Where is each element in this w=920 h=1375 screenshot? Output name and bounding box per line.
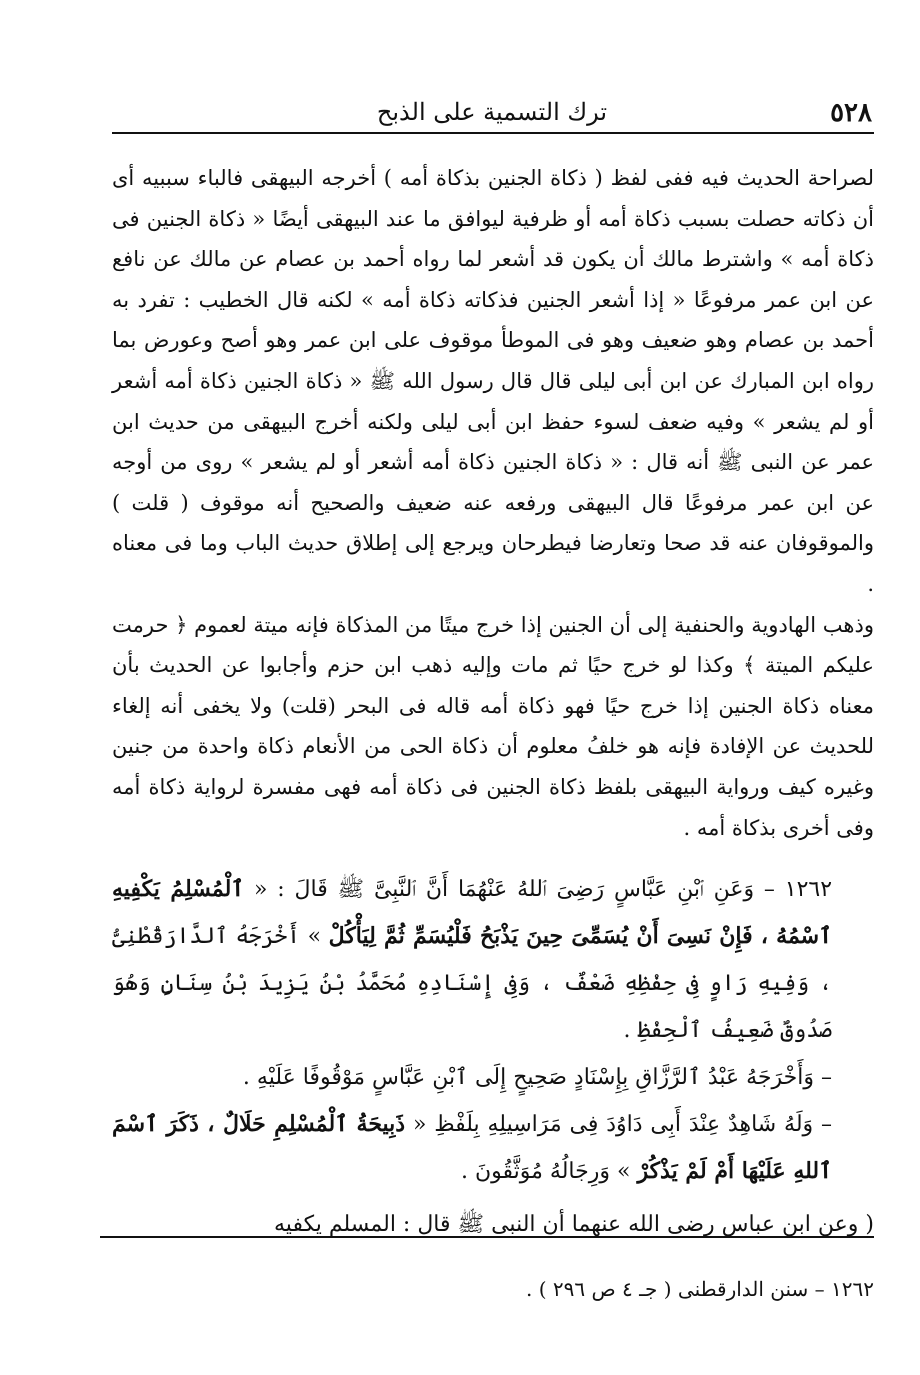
hadith-quote: ٱلْمُسْلِمُ يَكْفِيهِ ٱسْمُهُ ، فَإِنْ نَسِىَ أَنْ يُسَمِّىَ حِينَ يَذْبَحُ فَلْيُسَمِّ ثُمَّ لِيَأْكُلْ [112, 876, 832, 950]
sharh-start: ( وعن ابن عباس رضى الله عنهما أن النبى ﷺ قال : المسلم يكفيه [274, 1212, 874, 1238]
page-header [112, 92, 872, 132]
hadith-opening: ١٢٦٢ – وَعَنِ ٱبْنِ عَبَّاسٍ رَضِىَ ٱللهُ عَنْهُمَا أَنَّ ٱلنَّبِىَّ ﷺ قَالَ : « [254, 877, 833, 903]
header-rule [112, 132, 874, 134]
hadith-main [112, 866, 874, 1054]
hadith-takhrij: » أَخْرَجَهُ ٱلدَّارَقُطْنِىُّ ، وَفِيهِ رَاوٍ فِى حِفْظِهِ ضَعْفٌ ، وَفِى إِسْنَادِهِ مُحَمَّدُ بْنُ يَزِيدَ بْنُ سِنَانٍ وَهُوَ صَدُوقٌ ضَعِيفُ ٱلْحِفْظِ . [112, 924, 832, 1044]
footnote-rule [100, 1236, 874, 1238]
page-number: ٥٢٨ [830, 98, 872, 128]
commentary-paragraph: لصراحة الحديث فيه ففى لفظ ( ذكاة الجنين بذكاة أمه ) أخرجه البيهقى فالباء سببيه أى أن ذكاته حصلت بسبب ذكاة أمه أو ظرفية ليوافق ما عند البيهقى أيضًا « ذكاة الجنين فى ذكاة أمه » واشترط مالك أن يكون قد أشعر لما رواه أحمد بن عصام عن مالك عن نافع عن ابن عمر مرفوعًا « إذا أشعر الجنين فذكاته ذكاة أمه » لكنه قال الخطيب : تفرد به أحمد بن عصام وهو ضعيف وهو فى الموطأ موقوف على ابن عمر وهو أصح وعورض بما رواه ابن المبارك عن ابن أبى ليلى قال قال رسول الله ﷺ « ذكاة الجنين ذكاة أمه أشعر أو لم يشعر » وفيه ضعف لسوء حفظ ابن أبى ليلى ولكنه أخرج البيهقى من حديث ابن عمر عن النبى ﷺ أنه قال : « ذكاة الجنين ذكاة أمه أشعر أو لم يشعر » روى من أوجه عن ابن عمر مرفوعًا قال البيهقى ورفعه عنه ضعيف والصحيح أنه موقوف ( قلت ) والموقوفان عنه قد صحا وتعارضا فيطرحان ويرجع إلى إطلاق حديث الباب وما فى معناه . [112, 166, 874, 596]
hadith-text [112, 866, 874, 1195]
hadith-shahid-quote: ذَبِيحَةُ ٱلْمُسْلِمِ حَلَالٌ ، ذَكَرَ ٱسْمَ ٱللهِ عَلَيْهَا أَمْ لَمْ يَذْكُرْ [112, 1111, 832, 1185]
commentary-paragraph: وذهب الهادوية والحنفية إلى أن الجنين إذا خرج ميتًا من المذكاة فإنه ميتة لعموم ﴿ حرمت عليكم الميتة ﴾ وكذا لو خرج حيًا ثم مات وإليه ذهب ابن حزم وأجابوا عن الحديث بأن معناه ذكاة الجنين إذا خرج حيًا فهو ذكاة أمه قاله فى البحر (قلت) ولا يخفى أنه إلغاء للحديث عن الإفادة فإنه هو خلفُ معلوم أن ذكاة الحى من الأنعام ذكاة واحدة من جنين وغيره كيف ورواية البيهقى بلفظ ذكاة الجنين فى ذكاة أمه فهى مفسرة لرواية ذكاة أمه وفى أخرى بذكاة أمه . [112, 612, 874, 840]
hadith-shahid-intro: – وَلَهُ شَاهِدٌ عِنْدَ أَبِى دَاوُدَ فِى مَرَاسِيلِهِ بِلَفْظِ « [412, 1112, 832, 1138]
hadith-line-abdurrazzaq: – وَأَخْرَجَهُ عَبْدُ ٱلرَّزَّاقِ بِإِسْنَادٍ صَحِيحٍ إِلَى ٱبْنِ عَبَّاسٍ مَوْقُوفًا عَلَيْهِ . [242, 1065, 832, 1091]
footnote: ١٢٦٢ – سنن الدارقطنى ( جـ ٤ ص ٢٩٦ ) . [526, 1277, 874, 1301]
hadith-shahid [112, 1101, 874, 1195]
commentary [112, 158, 874, 848]
hadith-shahid-end: » وَرِجَالُهُ مُوَثَّقُونَ . [461, 1159, 631, 1185]
page-body [112, 158, 874, 1267]
running-title: ترك التسمية على الذبح [376, 98, 608, 126]
